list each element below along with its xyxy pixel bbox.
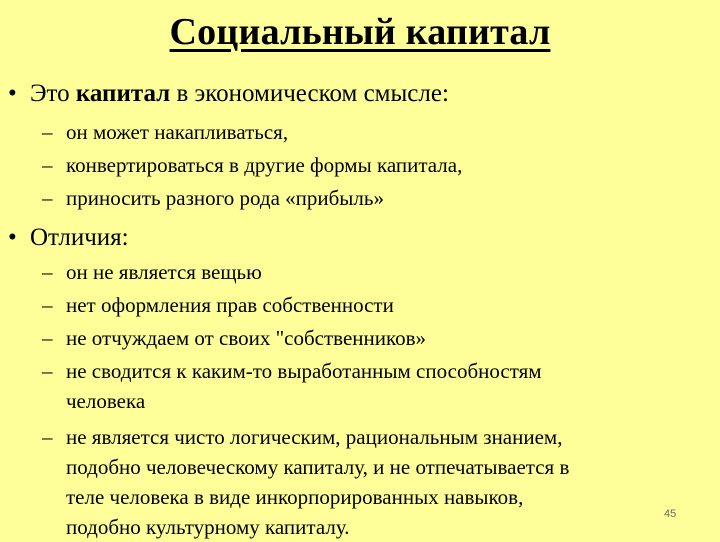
dash-marker: – [42, 293, 53, 317]
subitem-not-abilities [42, 356, 702, 416]
subitem-text: он не является вещью [66, 260, 262, 284]
subitem-text: приносить разного рода «прибыль» [66, 186, 384, 210]
dash-marker: – [42, 359, 53, 383]
subitem-text: не отчуждаем от своих "собственников» [66, 326, 427, 350]
dash-marker: – [42, 260, 53, 284]
subitem-text: нет оформления прав собственности [66, 293, 394, 317]
subitem-not-thing [42, 257, 702, 287]
subitem-text: не является чисто логическим, рациональным знанием, [66, 425, 563, 449]
subitem-text-continued: человека [66, 389, 146, 413]
slide-title: Социальный капитал [169, 11, 551, 53]
bullet-capital [8, 79, 449, 109]
dash-marker: – [42, 326, 53, 350]
bullet-differences [8, 223, 129, 253]
bullet-text: Отличия: [30, 224, 129, 251]
dash-marker: – [42, 186, 53, 210]
subitem-not-knowledge [42, 422, 702, 542]
subitem-profit [42, 183, 702, 213]
subitem-text: не сводится к каким-то выработанным способностям [66, 359, 542, 383]
dash-marker: – [42, 120, 53, 144]
subitem-inalienable [42, 323, 702, 353]
subitem-text: конвертироваться в другие формы капитала, [66, 153, 463, 177]
bullet-text-prefix: Это [30, 80, 76, 107]
subitem-text: он может накапливаться, [66, 120, 289, 144]
bullet-marker: • [8, 80, 17, 107]
dash-marker: – [42, 425, 53, 449]
subitem-no-ownership [42, 290, 702, 320]
subitem-accumulate [42, 117, 702, 147]
subitem-convert [42, 150, 702, 180]
bullet-text-bold: капитал [75, 80, 171, 107]
subitem-text-continued: теле человека в виде инкорпорированных навыков, [66, 485, 524, 509]
subitem-text-continued: подобно культурному капиталу. [66, 515, 350, 539]
dash-marker: – [42, 153, 53, 177]
bullet-text-suffix: в экономическом смысле: [170, 80, 449, 107]
page-number: 45 [664, 508, 677, 520]
bullet-marker: • [8, 224, 17, 251]
subitem-text-continued: подобно человеческому капиталу, и не отпечатывается в [66, 455, 570, 479]
